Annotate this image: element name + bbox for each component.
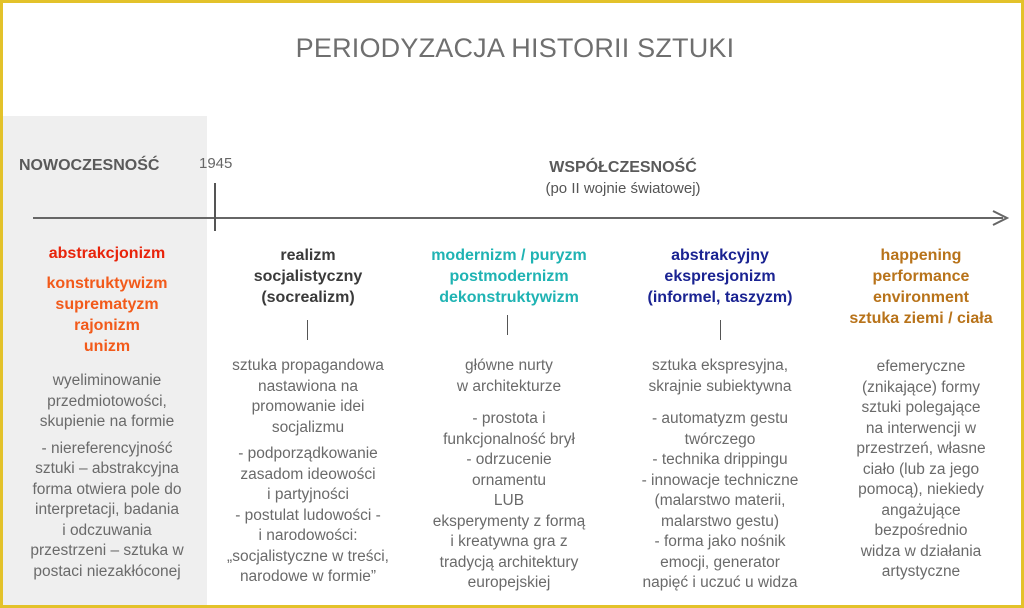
- body-line: w architekturze: [456, 377, 562, 395]
- body-line: narodowe w formie”: [239, 568, 377, 585]
- body-line: nastawiona na: [258, 377, 358, 395]
- body-line: - podporządkowanie: [238, 445, 378, 462]
- column-body: [208, 356, 408, 588]
- body-line: i narodowości:: [258, 527, 358, 544]
- column-connector-tick: [507, 315, 508, 335]
- column-head: [821, 245, 1021, 329]
- body-line: - forma jako nośnik: [654, 533, 786, 550]
- head-line: (informel, taszyzm): [647, 289, 793, 306]
- body-line: i partyjności: [267, 486, 349, 503]
- head-line: modernizm / puryzm: [431, 247, 587, 264]
- column-abstract-expressionism: [615, 245, 825, 594]
- body-line: tradycją architektury: [439, 553, 579, 571]
- body-line: angażujące: [881, 501, 961, 519]
- body-line: - prostota i: [472, 410, 546, 427]
- subhead-line: suprematyzm: [55, 296, 159, 313]
- timeline-arrow: [3, 3, 1021, 243]
- head-line: ekspresjonizm: [664, 268, 776, 285]
- body-line: widza w działania: [860, 542, 982, 560]
- column-head: [615, 245, 825, 308]
- body-line: sztuki – abstrakcyjna: [35, 460, 179, 477]
- era-label-modernity: NOWOCZESNOŚĆ: [19, 157, 160, 174]
- body-line: ciało (lub za jego: [862, 460, 980, 478]
- body-line: ornamentu: [471, 471, 547, 489]
- body-line: - niereferencyjność: [41, 439, 173, 457]
- body-line: funkcjonalność brył: [443, 430, 575, 448]
- column-body: [409, 356, 609, 594]
- column-body: [615, 356, 825, 594]
- body-line: postaci niezakłóconej: [33, 562, 181, 580]
- head-line: sztuka ziemi / ciała: [849, 310, 993, 327]
- body-line: napięć i uczuć u widza: [642, 574, 798, 591]
- body-line: malarstwo gestu): [660, 512, 779, 530]
- body-line: skupienie na formie: [39, 413, 175, 430]
- body-line: sztuki polegające: [861, 399, 981, 416]
- page-title: PERIODYZACJA HISTORII SZTUKI: [295, 33, 735, 63]
- body-line: LUB: [493, 492, 525, 509]
- body-line: i odczuwania: [62, 521, 152, 539]
- body-line: - automatyzm gestu: [651, 410, 789, 427]
- body-line: przestrzeń, własne: [856, 440, 986, 457]
- column-connector-tick: [307, 320, 308, 340]
- subhead-line: konstruktywizm: [46, 275, 168, 292]
- year-label: 1945: [199, 155, 233, 172]
- column-architecture: [409, 245, 609, 594]
- head-line: dekonstruktywizm: [439, 289, 579, 306]
- body-line: europejskiej: [467, 574, 551, 591]
- body-line: emocji, generator: [660, 553, 780, 571]
- body-line: skrajnie subiektywna: [648, 377, 792, 395]
- body-line: - odrzucenie: [466, 451, 552, 468]
- body-line: twórczego: [684, 430, 756, 448]
- body-line: - postulat ludowości -: [235, 506, 381, 524]
- body-line: na interwencji w: [865, 419, 977, 437]
- head-line: performance: [872, 268, 970, 285]
- body-line: wyeliminowanie: [52, 372, 162, 389]
- head-line: (socrealizm): [261, 289, 355, 306]
- body-line: artystyczne: [881, 563, 961, 580]
- body-line: sztuka ekspresyjna,: [651, 357, 789, 374]
- body-line: (znikające) formy: [862, 378, 980, 396]
- column-head: abstrakcjonizm: [48, 245, 166, 262]
- subhead-line: unizm: [83, 338, 131, 355]
- head-line: realizm: [280, 247, 336, 264]
- body-line: (malarstwo materii,: [654, 492, 786, 509]
- body-line: interpretacji, badania: [35, 501, 179, 518]
- head-line: happening: [880, 247, 962, 264]
- body-line: bezpośrednio: [874, 522, 968, 539]
- body-line: efemeryczne: [876, 358, 966, 375]
- body-line: pomocą), niekiedy: [858, 481, 984, 498]
- body-line: przestrzeni – sztuka w: [30, 542, 184, 559]
- era-label-contemporary: WSPÓŁCZESNOŚĆ: [549, 159, 697, 176]
- body-line: socjalizmu: [271, 418, 345, 436]
- head-line: postmodernizm: [449, 268, 569, 285]
- column-socrealism: [208, 245, 408, 588]
- column-body: [821, 357, 1021, 583]
- body-line: główne nurty: [465, 357, 553, 374]
- column-abstraction: [7, 243, 207, 582]
- column-happening: [821, 245, 1021, 583]
- body-line: i kreatywna gra z: [450, 533, 568, 550]
- era-label-contemporary-sub: (po II wojnie światowej): [545, 180, 701, 197]
- body-line: zasadom ideowości: [240, 465, 376, 483]
- column-head: [208, 245, 408, 308]
- body-line: sztuka propagandowa: [232, 357, 384, 374]
- head-line: abstrakcyjny: [671, 247, 769, 264]
- column-connector-tick: [720, 320, 721, 340]
- body-line: - innowacje techniczne: [641, 471, 799, 489]
- body-line: przedmiotowości,: [47, 392, 167, 410]
- head-line: environment: [872, 289, 969, 306]
- body-line: promowanie idei: [251, 398, 365, 415]
- column-head: [409, 245, 609, 308]
- subhead-line: rajonizm: [74, 317, 140, 334]
- body-line: eksperymenty z formą: [432, 512, 586, 530]
- column-subhead: [7, 273, 207, 357]
- head-line: socjalistyczny: [253, 268, 363, 285]
- body-line: forma otwiera pole do: [32, 480, 182, 498]
- column-body: [7, 371, 207, 582]
- body-line: „socjalistyczne w treści,: [227, 547, 389, 565]
- body-line: - technika drippingu: [652, 451, 788, 468]
